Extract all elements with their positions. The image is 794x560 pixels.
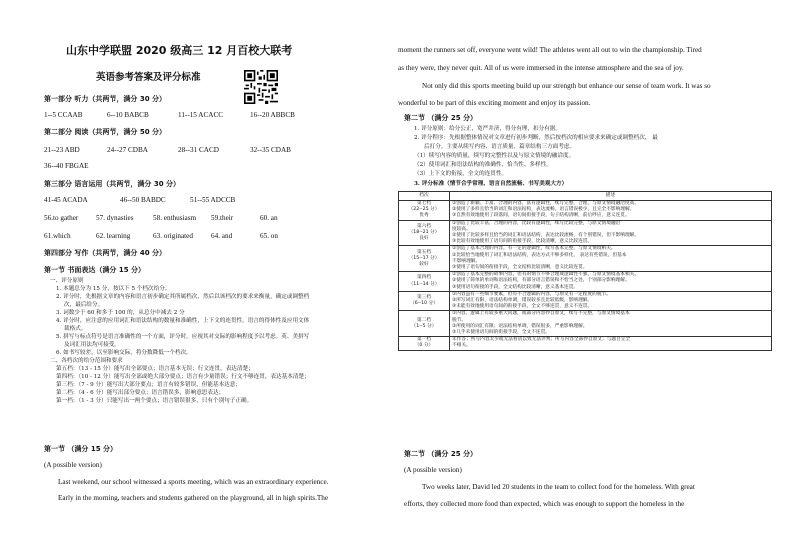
answer-range: 36--40 FBGAE — [44, 162, 89, 170]
fill-answer: 63. originated — [153, 232, 193, 240]
fill-answer: 58. enthusiasm — [153, 214, 197, 222]
rule-line: 后打分。主要从续写内容、语言质量、篇章结构三方面考虑。 — [424, 144, 576, 150]
essay-line: moment the runners set off, everyone went wild! The athletes went all out to win the championship. Tired — [398, 46, 702, 54]
rule-line: 一、评分原则 — [50, 278, 84, 284]
description-cell — [450, 246, 772, 272]
rule-line: （3）上下文的衔接，全文的连贯性。 — [414, 171, 508, 177]
description-line: ①创造了新颖、丰富、合理的内容，富有逻辑性，续写完整，合理，与原文情境融洽度高。 — [452, 201, 640, 206]
description-line: ②所使用的词汇有限；语法结构单调，错误很多，严重影响理解。 — [452, 323, 588, 329]
page-title: 山东中学联盟 2020 级高三 12 月百校大联考 — [66, 44, 293, 57]
grade-cell — [399, 272, 450, 292]
grade-label: 第六档 （18--21 分） 良好 — [408, 223, 440, 242]
rubric-table — [398, 191, 772, 351]
fill-answer: 57. dynasties — [96, 214, 134, 222]
rule-line: 5. 拼写与标点符号是语言准确性的一个方面，评分时，应视其对交际的影响程度予以考虑。英、美拼写 — [56, 334, 310, 340]
part4-heading: 第四部分 写作（共两节，满分 40 分） — [44, 249, 167, 257]
column-header: 描述 — [450, 192, 772, 201]
essay-line: Early in the morning, teachers and students gathered on the playground, all in high spirits.The — [58, 494, 329, 502]
description-line: ②使用了多样且恰当的词汇和语法结构，表达流畅，语言错误极少，且完全不影响理解。 — [452, 207, 635, 213]
grade-line: 第四档：（10 - 12 分）能写出全部或绝大部分要点；语言有少量错误；行文不够连贯，表达基本清楚； — [56, 374, 310, 380]
possible-version-label: (A possible version) — [44, 461, 102, 469]
description-cell — [450, 291, 772, 311]
rule-line: 裁格式。 — [64, 326, 87, 332]
description-line: ②所写词汇有限，语法结构单调，错误较多且比较低级，影响理解。 — [452, 298, 593, 304]
description-line: ③几乎未使用语句间的衔接手段，全文不连贯。 — [452, 330, 550, 336]
description-line: ①创造了基本合理的内容，有一定的逻辑性，续写基本完整，与原文情境相关。 — [452, 246, 616, 252]
section2-heading: 第二节 （满分 25 分） — [404, 114, 478, 122]
table-row — [399, 201, 772, 221]
table-row — [399, 311, 772, 337]
rule-line: 3. 词数少于 60 和多于 100 的，从总分中减去 2 分 — [56, 310, 185, 316]
rubric-title: 3. 评分标准（情节合乎常理、语言自然流畅、书写美观大方） — [414, 181, 568, 187]
answer-range: 21--23 ABD — [44, 146, 80, 154]
qr-code-icon — [244, 70, 278, 104]
description-cell — [450, 272, 772, 292]
grade-line: 第五档：（13 - 15 分）能写出全部要点；语言基本无误；行文连贯，表达清楚； — [56, 366, 254, 372]
fill-answer: 62. learning — [96, 232, 131, 240]
grade-cell — [399, 246, 450, 272]
page-subtitle: 英语参考答案及评分标准 — [96, 72, 201, 83]
section1-heading: 第一节 书面表达（满分 15 分） — [44, 266, 146, 274]
section2-heading-sample: 第二节 （满分 25 分） — [404, 450, 478, 458]
answer-range: 28--31 CACD — [178, 146, 219, 154]
grade-line: 第二档：（4 - 6 分）能写出部分要点；语言错误多，影响意思表达； — [56, 390, 225, 396]
rule-line: （1）续写内容的质量，续写的完整性以及与原文情境的融洽度。 — [414, 153, 575, 159]
fill-answer: 64. and — [211, 232, 233, 240]
rule-line: 1. 评分原则：给分公正，宽严并济，得分有理，扣分有据。 — [414, 126, 561, 132]
essay-line: as they were, they never quit. All of us were immersed in the intense atmosphere and the sea of joy. — [398, 64, 684, 72]
description-line: ③使用了语句间的衔接手段，全文结构比较清晰，意义比较连贯。 — [452, 265, 588, 271]
description-line: ②比较恰当地使用了词汇和语法结构，表达方式不够多样化， 表达有些错误，但基本 — [452, 252, 627, 258]
description-line: ①创造了基本完整的故事内容，但有的情节不够合理或逻辑性不强，与原文情境基本相关。 — [452, 272, 640, 278]
fill-answer: 59.their — [211, 214, 234, 222]
section1-heading-sample: 第一节 （满分 15 分） — [44, 445, 118, 453]
table-row — [399, 246, 772, 272]
rule-line: 2. 评分程序：先根据整体情况对文章进行初步判断，然后按档次的相应要求来确定或调整档次， 最 — [414, 135, 658, 141]
fill-answer: 56.to gather — [44, 214, 79, 222]
essay-line: efforts, they collected more food than expected, which was enough to support the homeless in the — [404, 500, 685, 508]
grade-line: 第一档：（1 - 3 分）只能写出一两个要点；语言错误很多，只有个别句子正确。 — [56, 398, 253, 404]
answer-range: 16--20 ABBCB — [250, 111, 295, 119]
description-cell — [450, 201, 772, 221]
grade-cell — [399, 337, 450, 350]
part3-heading: 第三部分 语言运用（共两节，满分 30 分） — [44, 180, 181, 188]
table-row — [399, 272, 772, 292]
grade-label: 第三档 （6--10 分） — [410, 294, 438, 307]
rule-line: （2）使用词汇和语法结构的准确性、恰当性、多样性。 — [414, 162, 552, 168]
answer-range: 46--50 BABDC — [120, 196, 166, 204]
description-line: ②使用了简单的单词和语法结构，有部分语言错误和不恰当之处，个别部分影响理解。 — [452, 278, 630, 284]
rule-line: 次，最后给分。 — [64, 302, 104, 308]
grade-cell — [399, 220, 450, 246]
description-line: ①创造了比较丰富，合理的内容，比较有逻辑性，续写比较完整，与原文情境融洽 — [452, 220, 621, 226]
grade-label: 第二档 （1--5 分） — [411, 317, 437, 329]
essay-line: Two weeks later, David led 20 students in the team to collect food for the homeless. With great — [422, 483, 695, 491]
table-row — [399, 337, 772, 350]
description-line: ②使用了比较多样且恰当的词汇和语法结构，表达比较流畅，有个别错误，但不影响理解。 — [452, 233, 640, 239]
description-line: 不影响理解。 — [452, 258, 481, 264]
description-line: 不相关。 — [452, 343, 471, 349]
grade-cell — [399, 291, 450, 311]
essay-line: wonderful to be part of this exciting moment and enjoy its passion. — [398, 99, 591, 107]
rule-line: 2. 评分时，先根据文章的内容和语言初步确定其所属档次，然后以该档次的要求来衡量，确定或调整档 — [56, 294, 310, 300]
essay-line: Last weekend, our school witnessed a sports meeting, which was an extraordinary experience. — [58, 478, 329, 486]
part1-heading: 第一部分 听力（共两节，满分 30 分） — [44, 95, 167, 103]
fill-answer: 65. on — [260, 232, 278, 240]
description-line: 度较高。 — [452, 226, 471, 232]
grade-label: 第五档 （15--17 分） 较好 — [408, 249, 440, 267]
table-row — [399, 291, 772, 311]
rule-line: 及词汇用法均可接受。 — [64, 342, 120, 348]
essay-line: Not only did this sports meeting build up our strength but enhance our sense of team work. It was so — [422, 82, 711, 90]
possible-version-label: (A possible version) — [404, 466, 462, 474]
answer-range: 41-45 ACADA — [44, 196, 88, 204]
answer-range: 51--55 ADCCB — [190, 196, 236, 204]
grade-label: 第七档 （22--25 分） 优秀 — [408, 201, 440, 219]
grade-cell — [399, 201, 450, 221]
answer-range: 24--27 CDBA — [107, 146, 148, 154]
rule-line: 1. 本题总分为 15 分，按以下 5 个档次给分。 — [56, 286, 171, 292]
description-line: ③比较有效地使用了语句间的衔接手段，比较清晰，意义比较连贯。 — [452, 239, 593, 245]
fill-answer: 60. an — [260, 214, 278, 222]
description-line: ③使用语句衔接的手段，全文结构比较清晰，意义基本连贯。 — [452, 284, 579, 290]
description-cell — [450, 220, 772, 246]
grade-label: 第四档 （11--14 分） — [408, 275, 440, 287]
grade-cell — [399, 311, 450, 337]
answer-range: 6--10 BABCB — [107, 111, 149, 119]
grade-label: 第一档 （0 分） — [414, 337, 434, 349]
description-line: ①内容虽有一些细节要素，但有不合逻辑的内容，与原文有一定程度的脱节。 — [452, 291, 611, 297]
rule-line: 6. 如书写较差，以至影响交际，将分数降低一个档次。 — [56, 350, 192, 356]
rule-line: 4. 评分时，应注意的应用词汇和语法结构的数量和准确性，上下文的连贯性，语言的得体性及应用文体 — [56, 318, 310, 324]
answer-range: 32--35 CDAB — [250, 146, 291, 154]
answer-range: 11--15 ACACC — [178, 111, 224, 119]
rule-line: 二、各档次的给分范围和要求 — [50, 358, 123, 364]
column-header: 档次 — [399, 192, 450, 201]
description-cell — [450, 311, 772, 337]
description-line: ③未能有效地使用语句间的衔接手段，全文不够连贯，意义不连贯。 — [452, 304, 593, 310]
part2-heading: 第二部分 阅读（共两节，满分 50 分） — [44, 128, 167, 136]
description-line: 脱节。 — [452, 317, 467, 323]
description-cell — [450, 337, 772, 350]
description-line: ③自然有效地使用了段落间，语句间衔接手段，句子结构清晰，前后呼应，意义连贯。 — [452, 213, 630, 219]
fill-answer: 61.which — [44, 232, 71, 240]
description-line: ①内容、逻辑上有较多重大问题，或部分内容抄自原文，续写不完整，与原文情境基本 — [452, 311, 630, 317]
answer-range: 1--5 CCAAB — [44, 111, 83, 119]
table-row — [399, 220, 772, 246]
grade-line: 第三档：（7 - 9 分）能写出大部分要点；语言有较多错误，但能基本达意； — [56, 382, 241, 388]
table-header-row — [399, 192, 772, 201]
description-line: 未作答；所写内容太少或无法看清以致无法评判；所写内容全部抄自原文；与题目完全 — [452, 337, 631, 343]
